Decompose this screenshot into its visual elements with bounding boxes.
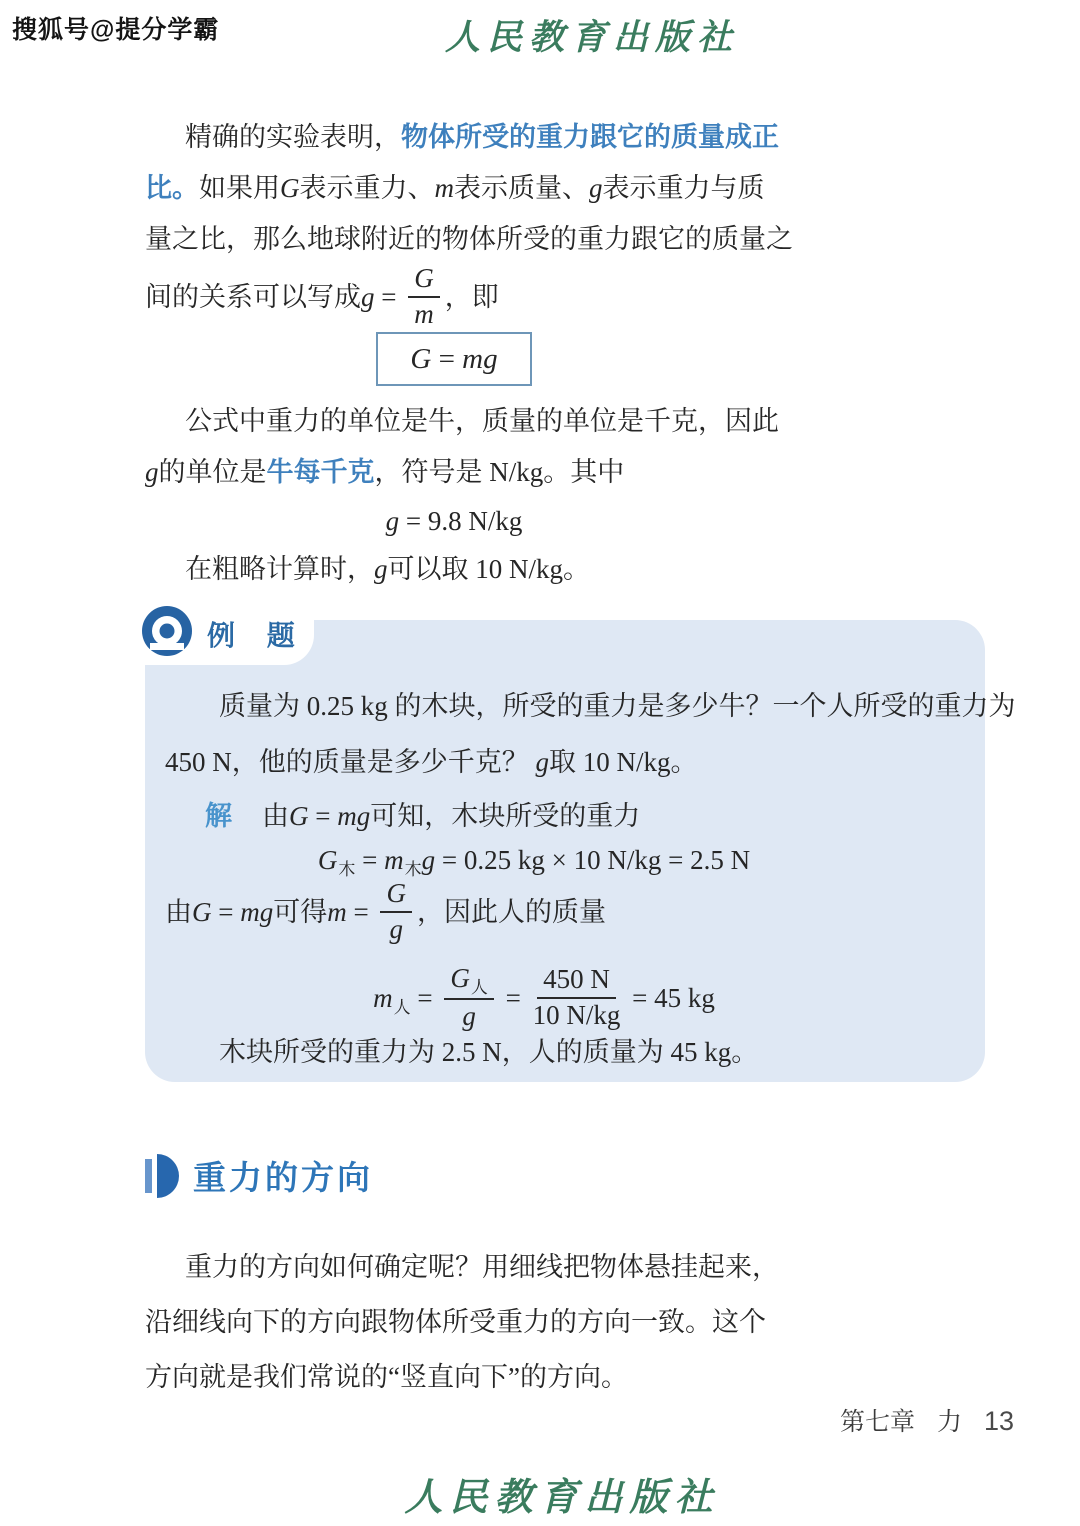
bullseye-icon	[141, 605, 193, 657]
intro-paragraph	[145, 112, 793, 329]
paragraph-line: 在粗略计算时，g可以取 10 N/kg。	[185, 554, 590, 584]
paragraph-line: 沿细线向下的方向跟物体所受重力的方向一致。这个	[145, 1307, 766, 1337]
paragraph-line: 重力的方向如何确定呢？用细线把物体悬挂起来，	[185, 1252, 779, 1282]
page-footer	[840, 1402, 1014, 1438]
example-formula-person: $m_人$ = $\frac{G_人}{g}$ = $\frac{450 N}{10 N/kg}$ = 45 kg	[373, 962, 715, 1032]
paragraph-line: 方向就是我们常说的“竖直向下”的方向。	[145, 1362, 628, 1392]
footer-chapter: 第七章	[840, 1409, 916, 1436]
publisher-logo-bottom: 人民教育出版社	[404, 1477, 720, 1519]
paragraph-line: 比。如果用G表示重力、m表示质量、g表示重力与质	[145, 173, 765, 203]
section-heading	[145, 1152, 373, 1199]
paragraph-line: g的单位是牛每千克，符号是 N/kg。其中	[145, 457, 625, 487]
footer-subject: 力	[937, 1409, 963, 1436]
formula-box-wrapper	[145, 332, 763, 386]
half-disc-marker-icon	[145, 1153, 179, 1199]
section-title: 重力的方向	[193, 1159, 373, 1196]
example-line: 由G = mg可得m = $\frac{G}{g}$ ，因此人的质量	[165, 878, 606, 944]
publisher-logo-top: 人民教育出版社	[444, 18, 739, 57]
units-paragraph	[145, 396, 779, 595]
formula-box: G = mg	[376, 332, 531, 386]
example-line: 质量为 0.25 kg 的木块，所受的重力是多少牛？一个人所受的重力为	[219, 691, 1016, 721]
paragraph-line: 精确的实验表明，物体所受的重力跟它的质量成正	[185, 122, 779, 152]
example-panel	[145, 620, 1016, 1082]
footer-page-number: 13	[984, 1406, 1015, 1436]
example-title: 例 题	[207, 620, 307, 651]
example-formula-wood: $G_木 = m_木g = 0.25$ kg × 10 N/kg = 2.5 N	[317, 845, 751, 879]
example-solution-line: 解 由G = mg可知，木块所受的重力	[205, 801, 641, 831]
example-line: 450 N，他的质量是多少千克？ g取 10 N/kg。	[165, 747, 698, 777]
watermark: 搜狐号@提分学霸	[12, 16, 220, 44]
paragraph-line: 公式中重力的单位是牛，质量的单位是千克，因此	[185, 406, 779, 436]
example-conclusion-line: 木块所受的重力为 2.5 N，人的质量为 45 kg。	[219, 1037, 759, 1067]
paragraph-line: 间的关系可以写成g = $\frac{G}{m}$ ，即	[145, 263, 499, 329]
paragraph-line: 量之比，那么地球附近的物体所受的重力跟它的质量之	[145, 224, 793, 254]
direction-paragraph	[145, 1240, 779, 1405]
g-value-formula: g = 9.8 N/kg	[385, 506, 523, 536]
